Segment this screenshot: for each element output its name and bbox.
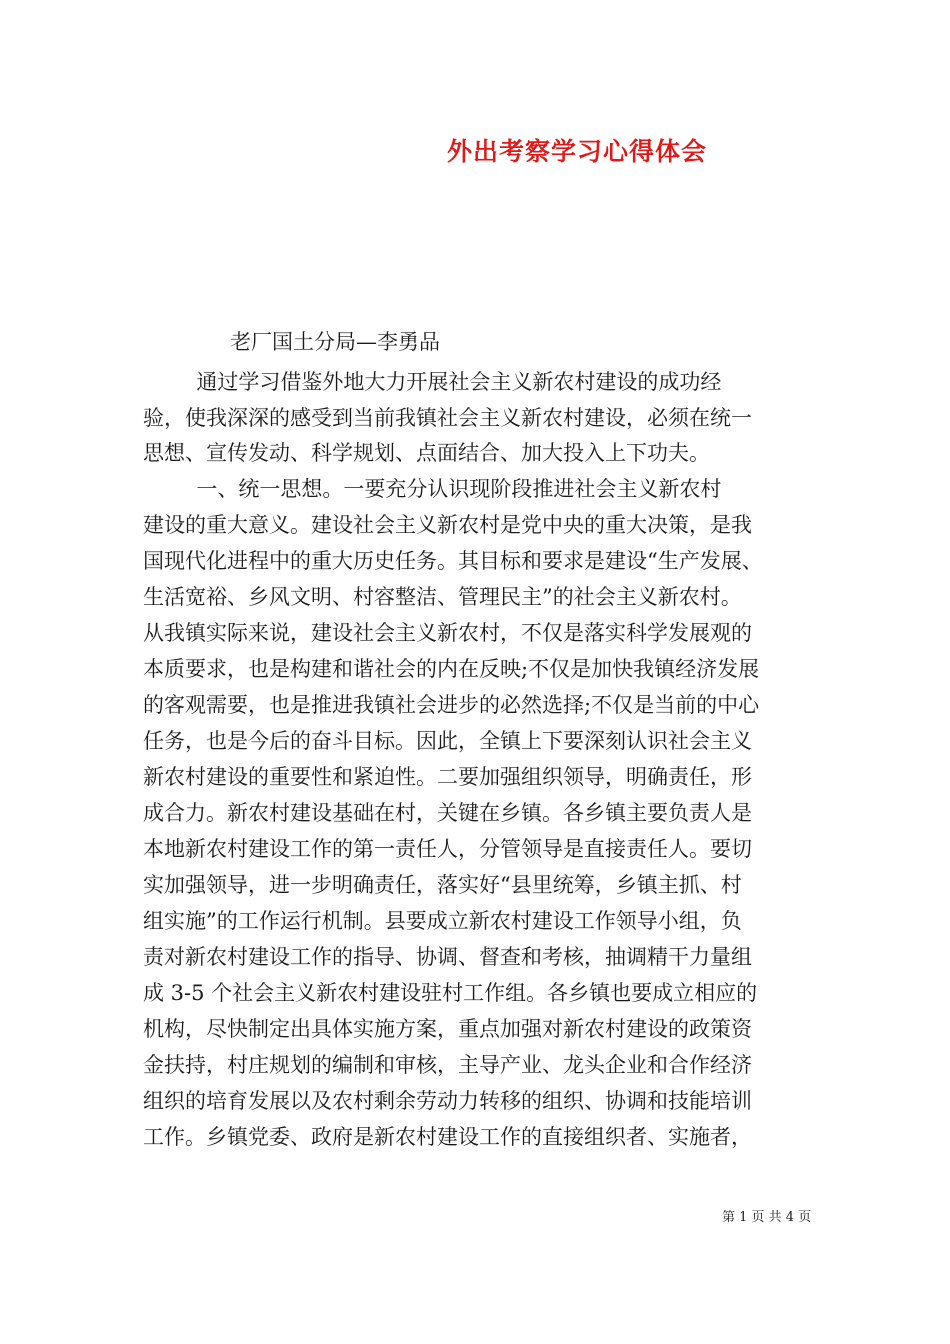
body-line: 建设的重大意义。建设社会主义新农村是党中央的重大决策，是我 [143,513,752,537]
body-line: 本地新农村建设工作的第一责任人，分管领导是直接责任人。要切 [143,837,752,861]
body-line: 国现代化进程中的重大历史任务。其目标和要求是建设“生产发展、 [143,549,763,573]
author-line: 老厂国土分局—李勇品 [230,330,440,354]
document-title: 外出考察学习心得体会 [447,137,708,166]
body-line: 机构，尽快制定出具体实施方案，重点加强对新农村建设的政策资 [143,1017,752,1041]
body-line: 从我镇实际来说，建设社会主义新农村，不仅是落实科学发展观的 [143,621,752,645]
body-line: 验，使我深深的感受到当前我镇社会主义新农村建设，必须在统一 [143,406,752,430]
body-line: 的客观需要，也是推进我镇社会进步的必然选择;不仅是当前的中心 [143,693,760,717]
body-line: 组织的培育发展以及农村剩余劳动力转移的组织、协调和技能培训 [143,1089,752,1113]
body-line: 一、统一思想。一要充分认识现阶段推进社会主义新农村 [143,477,722,501]
body-line: 组实施”的工作运行机制。县要成立新农村建设工作领导小组，负 [143,909,742,933]
body-line: 新农村建设的重要性和紧迫性。二要加强组织领导，明确责任，形 [143,765,752,789]
body-line: 金扶持，村庄规划的编制和审核，主导产业、龙头企业和合作经济 [143,1053,752,1077]
body-line: 思想、宣传发动、科学规划、点面结合、加大投入上下功夫。 [143,441,710,465]
body-line: 本质要求，也是构建和谐社会的内在反映;不仅是加快我镇经济发展 [143,657,760,681]
body-line: 工作。乡镇党委、政府是新农村建设工作的直接组织者、实施者， [143,1125,752,1149]
page-number-footer: 第 1 页 共 4 页 [722,1210,812,1225]
body-line: 通过学习借鉴外地大力开展社会主义新农村建设的成功经 [143,370,722,394]
body-line: 任务，也是今后的奋斗目标。因此，全镇上下要深刻认识社会主义 [143,729,752,753]
body-line: 成 3-5 个社会主义新农村建设驻村工作组。各乡镇也要成立相应的 [143,981,758,1005]
body-line: 责对新农村建设工作的指导、协调、督查和考核，抽调精干力量组 [143,945,752,969]
body-line: 实加强领导，进一步明确责任，落实好“县里统筹，乡镇主抓、村 [143,873,742,897]
body-line: 成合力。新农村建设基础在村，关键在乡镇。各乡镇主要负责人是 [143,801,752,825]
body-line: 生活宽裕、乡风文明、村容整洁、管理民主”的社会主义新农村。 [143,585,742,609]
